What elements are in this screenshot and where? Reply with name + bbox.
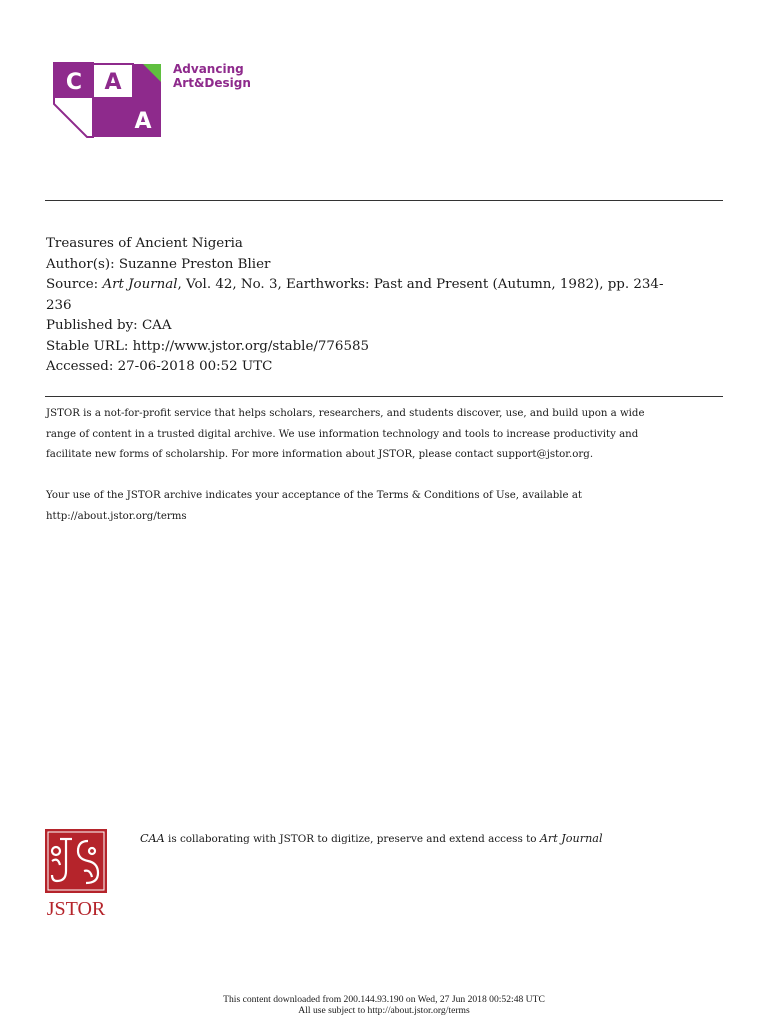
logo-letter-c: C: [65, 70, 83, 95]
download-footer: [0, 995, 768, 1016]
article-title: Treasures of Ancient Nigeria: [46, 236, 243, 251]
source-pages-cont: 236: [46, 297, 72, 313]
source-details: , Vol. 42, No. 3, Earthworks: Past and Present (Autumn, 1982), pp. 234-: [177, 277, 664, 292]
terms-notice: [46, 486, 736, 527]
logo-letter-a2: A: [134, 109, 152, 134]
publisher-label: Published by:: [46, 318, 138, 333]
notice-line3: facilitate new forms of scholarship. For more information about JSTOR, please contact support@jstor.org.: [46, 449, 594, 460]
accessed-line: [46, 357, 272, 378]
stable-url-label: Stable URL:: [46, 338, 129, 354]
source-line: [46, 275, 663, 296]
terms-link[interactable]: http://about.jstor.org/terms: [46, 510, 187, 522]
accessed-date: 27-06-2018 00:52 UTC: [117, 359, 273, 374]
middle-rule: [45, 396, 723, 397]
logo-letter-a1: A: [104, 70, 122, 95]
stable-url-line: [46, 337, 369, 358]
publisher-line: [46, 316, 172, 337]
source-journal: Art Journal: [102, 277, 178, 292]
accessed-label: Accessed:: [46, 359, 114, 374]
collab-org: CAA: [140, 832, 165, 845]
footer-line2: All use subject to http://about.jstor.org/terms: [298, 1004, 470, 1016]
jstor-wordmark: JSTOR: [46, 898, 106, 919]
jstor-notice: [46, 404, 736, 466]
author-label: Author(s):: [46, 256, 115, 272]
author-line: [46, 255, 270, 276]
tagline-line2: Art&Design: [173, 76, 251, 90]
publisher-name: CAA: [141, 318, 172, 333]
terms-line1: Your use of the JSTOR archive indicates your acceptance of the Terms & Conditions of Use, available at: [46, 490, 582, 501]
collab-journal: Art Journal: [539, 832, 603, 845]
collaboration-statement: [140, 831, 603, 847]
logo-tagline: [173, 62, 251, 90]
jstor-logo: [44, 829, 108, 919]
notice-line2: range of content in a trusted digital archive. We use information technology and tools to increase productivity and: [46, 428, 639, 440]
tagline-line1: Advancing: [173, 62, 244, 76]
notice-line1: JSTOR is a not-for-profit service that helps scholars, researchers, and students discover, use, and build upon a wide: [46, 408, 645, 419]
collab-text: is collaborating with JSTOR to digitize, preserve and extend access to: [164, 833, 540, 845]
stable-url-link[interactable]: http://www.jstor.org/stable/776585: [132, 338, 370, 354]
author-name: Suzanne Preston Blier: [118, 256, 271, 272]
top-rule: [45, 200, 723, 201]
source-label: Source:: [46, 277, 99, 292]
footer-line1: This content downloaded from 200.144.93.190 on Wed, 27 Jun 2018 00:52:48 UTC: [223, 994, 545, 1005]
